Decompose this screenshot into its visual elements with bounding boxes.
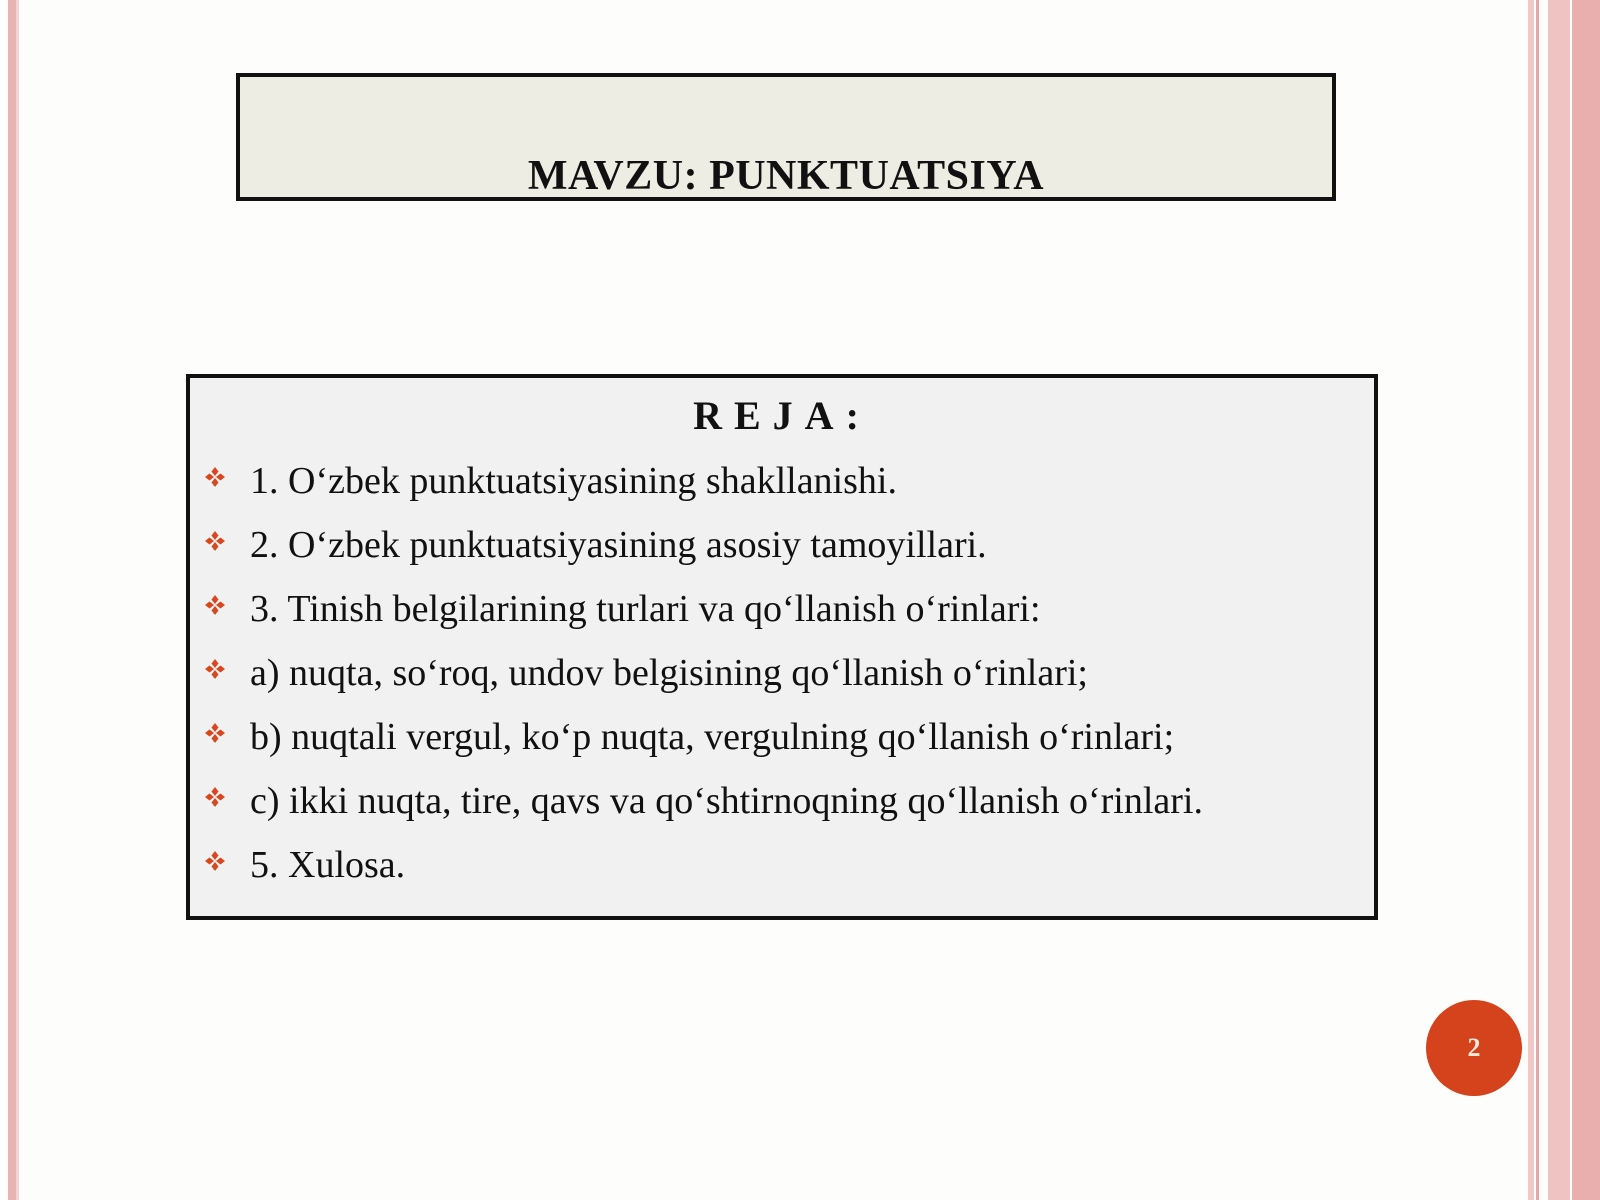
four-diamond-bullet-icon — [204, 658, 226, 680]
four-diamond-bullet-icon — [204, 594, 226, 616]
title-box — [236, 73, 1336, 201]
four-diamond-bullet-icon — [204, 850, 226, 872]
four-diamond-bullet-icon — [204, 786, 226, 808]
slide-title: MAVZU: PUNKTUATSIYA — [527, 153, 1045, 199]
list-item — [204, 782, 1203, 846]
four-diamond-bullet-icon — [204, 466, 226, 488]
right-decorative-stripe — [1528, 0, 1534, 1200]
plan-heading: REJA: — [693, 393, 871, 438]
plan-item-label: c) ikki nuqta, tire, qavs va qo‘shtirnoqning qo‘llanish o‘rinlari. — [250, 780, 1203, 822]
right-decorative-stripe — [1572, 0, 1600, 1200]
page-number: 2 — [1467, 1033, 1481, 1062]
plan-item-label: a) nuqta, so‘roq, undov belgisining qo‘llanish o‘rinlari; — [250, 652, 1088, 694]
left-decorative-stripe — [8, 0, 16, 1200]
page-number-badge — [1426, 1000, 1522, 1096]
plan-item-label: b) nuqtali vergul, ko‘p nuqta, vergulning qo‘llanish o‘rinlari; — [250, 716, 1175, 758]
list-item — [204, 526, 1203, 590]
four-diamond-bullet-icon — [204, 530, 226, 552]
list-item — [204, 846, 1203, 910]
list-item — [204, 462, 1203, 526]
plan-item-label: 1. O‘zbek punktuatsiyasining shakllanishi. — [250, 460, 897, 502]
plan-item-label: 5. Xulosa. — [250, 844, 406, 886]
plan-box — [186, 374, 1378, 920]
plan-item-label: 2. O‘zbek punktuatsiyasining asosiy tamoyillari. — [250, 524, 987, 566]
plan-list — [204, 462, 1203, 910]
list-item — [204, 654, 1203, 718]
list-item — [204, 590, 1203, 654]
four-diamond-bullet-icon — [204, 722, 226, 744]
list-item — [204, 718, 1203, 782]
right-decorative-stripe — [1548, 0, 1570, 1200]
left-decorative-stripe-inner — [16, 0, 19, 1200]
plan-item-label: 3. Tinish belgilarining turlari va qo‘llanish o‘rinlari: — [250, 588, 1041, 630]
right-decorative-stripe — [1536, 0, 1539, 1200]
